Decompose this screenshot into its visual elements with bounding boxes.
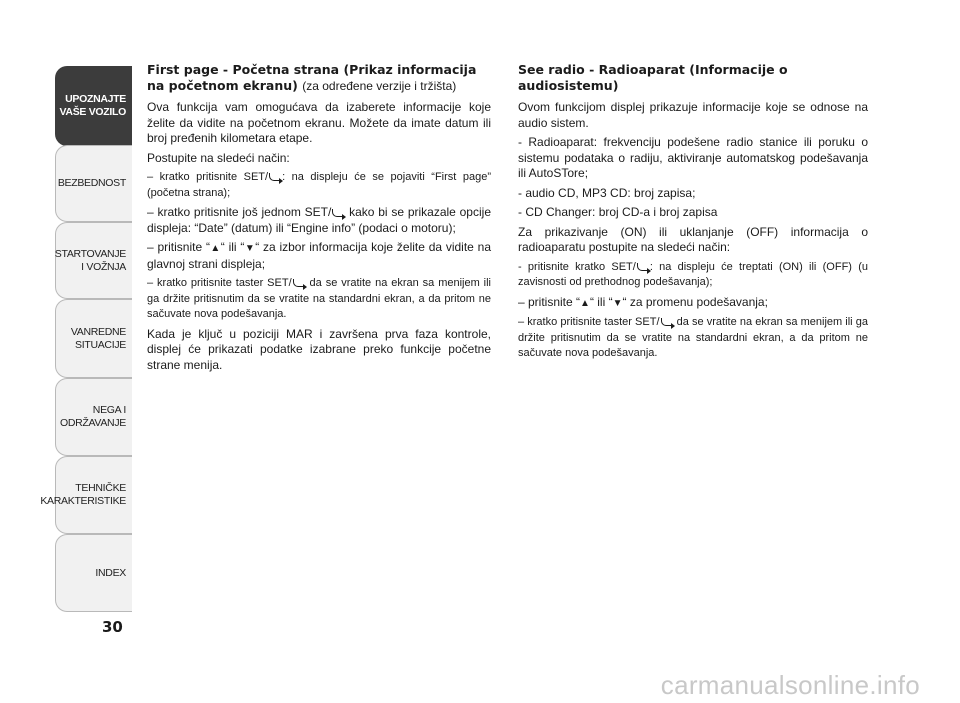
instruction-step (518, 295, 868, 312)
heading-text: First page - Početna strana (Prikaz informacija na početnom ekranu) (147, 62, 477, 93)
down-arrow-icon: ▼ (612, 297, 623, 309)
instruction-step (147, 205, 491, 236)
paragraph: Postupite na sledeći način: (147, 150, 290, 165)
step-text: – pritisnite “ (147, 240, 210, 254)
section-heading-see-radio: See radio - Radioaparat (Informacije o audiosistemu) (518, 62, 788, 93)
up-arrow-icon: ▲ (209, 243, 221, 254)
tab-startovanje-i-voznja[interactable]: STARTOVANJE I VOŽNJA (55, 222, 132, 299)
right-column (518, 62, 868, 366)
enter-arrow-icon (637, 263, 649, 271)
paragraph: - Radioaparat: frekvenciju podešene radio stanice ili poruku o sistemu podataka o radiju, aktiviranje automatskog podešavanja ili AutoSTore; (518, 135, 868, 180)
step-text: “ za promenu podešavanja; (622, 294, 768, 309)
enter-arrow-icon (661, 318, 673, 326)
instruction-step (518, 315, 868, 362)
paragraph: Ovom funkcijom displej prikazuje informacije koje se odnose na audio sistem. (518, 100, 868, 130)
watermark: carmanualsonline.info (660, 670, 920, 700)
tab-bezbednost[interactable]: BEZBEDNOST (55, 145, 132, 222)
heading-note: (za određene verzije i tržišta) (302, 79, 457, 93)
left-column (147, 62, 491, 377)
paragraph: - audio CD, MP3 CD: broj zapisa; (518, 185, 696, 200)
step-text: “ za izbor informacija koje želite da vidite na glavnoj strani displeja; (147, 240, 491, 271)
instruction-step (147, 240, 491, 272)
enter-arrow-icon (293, 279, 305, 287)
up-arrow-icon: ▲ (580, 297, 590, 309)
instruction-step (518, 260, 868, 291)
step-text: kako bi se prikazale opcije displeja: “Date” (datum) ili “Engine info” (podaci o motoru); (147, 205, 491, 235)
instruction-step (147, 170, 491, 201)
tab-tehnicke-karakteristike[interactable]: TEHNIČKE KARAKTERISTIKE (55, 456, 132, 534)
tab-vanredne-situacije[interactable]: VANREDNE SITUACIJE (55, 299, 132, 378)
paragraph: Za prikazivanje (ON) ili uklanjanje (OFF) informacija o radioaparatu postupite na sledeći način: (518, 224, 868, 254)
down-arrow-icon: ▼ (244, 243, 256, 254)
step-text: – kratko pritisnite taster SET/ (518, 316, 660, 328)
step-text: – pritisnite “ (518, 294, 581, 309)
step-text: - pritisnite kratko SET/ (518, 260, 636, 273)
step-text: – kratko pritisnite još jednom SET/ (147, 205, 332, 219)
enter-arrow-icon (269, 173, 281, 181)
tab-nega-i-odrzavanje[interactable]: NEGA I ODRŽAVANJE (55, 378, 132, 456)
instruction-step (147, 276, 491, 323)
step-text: da se vratite na ekran sa menijem ili ga držite pritisnutim da se vratite na standardni ekran, a da pritom ne sačuvate nova podešavanja. (147, 277, 491, 320)
paragraph: Kada je ključ u poziciji MAR i završena prva faza kontrole, displej će prikazati podatke izabrane preko funkcije početne strane menija. (147, 326, 491, 372)
step-text: “ ili “ (589, 294, 613, 309)
tab-upoznajte-vase-vozilo[interactable]: UPOZNAJTE VAŠE VOZILO (55, 66, 132, 146)
step-text: – kratko pritisnite taster SET/ (147, 277, 292, 289)
paragraph: Ova funkcija vam omogućava da izaberete informacije koje želite da vidite na početnom ekranu. Možete da imate datum ili broj pređenih kilometara etape. (147, 100, 491, 145)
step-text: : na displeju će treptati (ON) ili (OFF) (u zavisnosti od prethodnog podešavanja); (518, 260, 868, 288)
enter-arrow-icon (332, 209, 344, 217)
step-text: : na displeju će se pojaviti “First page” (početna strana); (147, 171, 491, 199)
page-number: 30 (102, 618, 123, 636)
paragraph: - CD Changer: broj CD-a i broj zapisa (518, 205, 718, 219)
step-text: “ ili “ (220, 240, 245, 254)
tab-index[interactable]: INDEX (55, 534, 132, 612)
section-heading-first-page (147, 62, 491, 94)
step-text: da se vratite na ekran sa menijem ili ga držite pritisnutim da se vratite na standardni ekran, a da pritom ne sačuvate nova podešavanja. (518, 316, 868, 359)
step-text: – kratko pritisnite SET/ (147, 171, 269, 183)
